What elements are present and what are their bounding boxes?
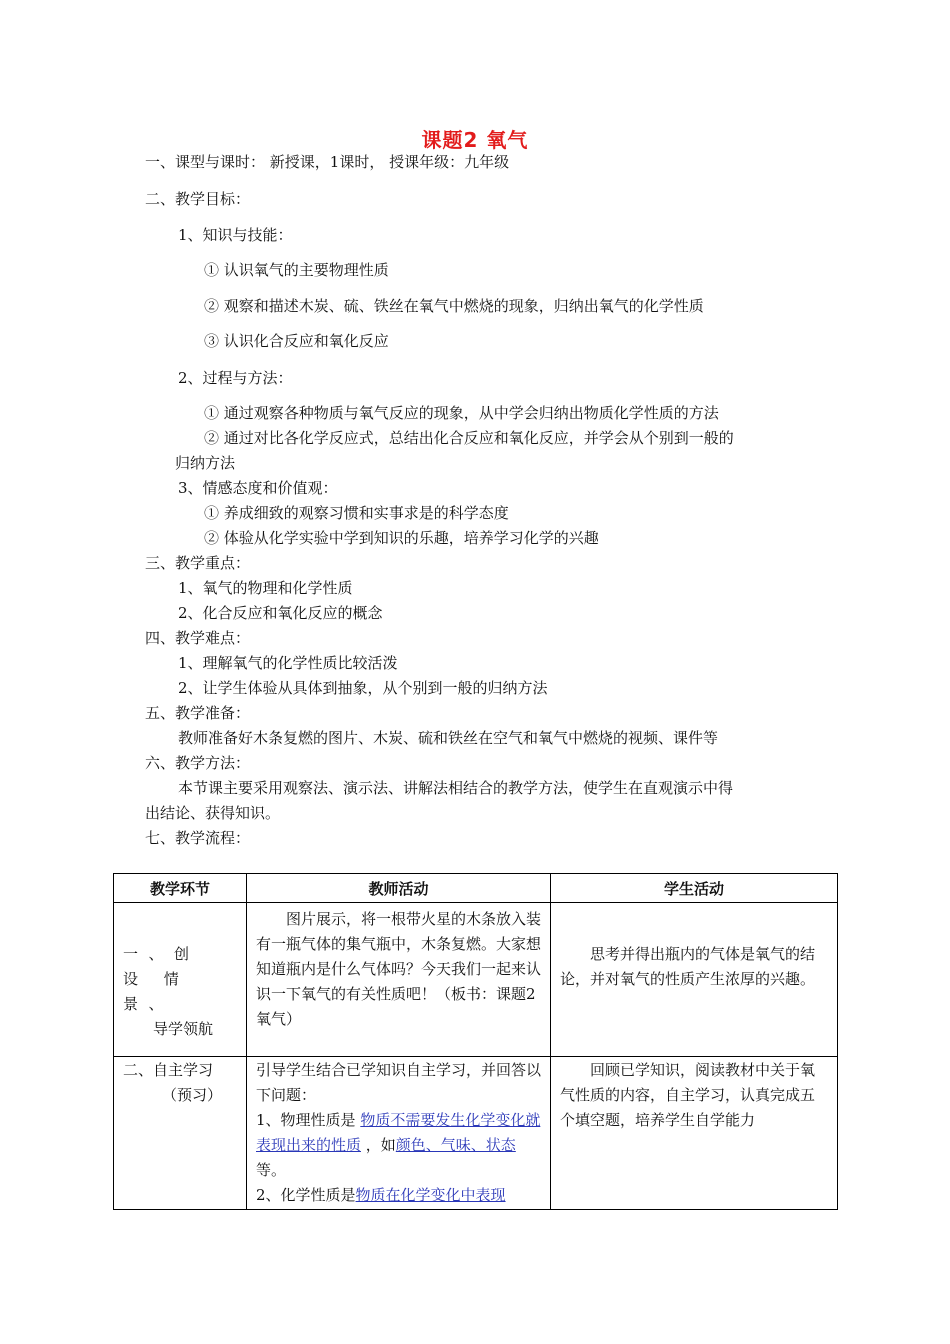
objective-item: ② 观察和描述木炭、硫、铁丝在氧气中燃烧的现象，归纳出氧气的化学性质: [204, 297, 704, 315]
question-text: 2、化学性质是: [256, 1186, 356, 1204]
section-heading-key-points: 三、教学重点：: [145, 554, 251, 572]
stage-subname: 导学领航: [153, 1020, 214, 1038]
header-teacher-activity: 教师活动: [247, 874, 551, 903]
teaching-flow-table: [113, 873, 838, 1210]
question-chemical-property: [256, 1183, 541, 1208]
objective-item: ③ 认识化合反应和氧化反应: [204, 332, 389, 350]
question-physical-property: [256, 1108, 541, 1183]
table-row: [114, 903, 838, 1057]
question-text: 1、物理性质是: [256, 1111, 361, 1129]
section-heading-flow: 七、教学流程：: [145, 829, 251, 847]
student-activity-text: 思考并得出瓶内的气体是氧气的结论，并对氧气的性质产生浓厚的兴趣。: [560, 945, 816, 988]
subheading-attitude: 3、情感态度和价值观：: [178, 479, 338, 497]
header-stage: 教学环节: [114, 874, 247, 903]
student-activity-text: 回顾已学知识，阅读教材中关于氧气性质的内容，自主学习，认真完成五个填空题，培养学生自学能力: [560, 1061, 816, 1129]
objective-item: ② 体验从化学实验中学到知识的乐趣，培养学习化学的兴趣: [204, 529, 599, 547]
question-text: 等。: [256, 1161, 287, 1179]
objective-item-continued: 归纳方法: [175, 454, 236, 472]
subheading-knowledge: 1、知识与技能：: [178, 226, 293, 244]
section-heading-objectives: 二、教学目标：: [145, 190, 251, 208]
answer-blank: 颜色、气味、状态: [395, 1136, 516, 1154]
question-text: ，如: [361, 1136, 396, 1154]
methods-text: 本节课主要采用观察法、演示法、讲解法相结合的教学方法，使学生在直观演示中得: [178, 779, 734, 797]
objective-item: ① 养成细致的观察习惯和实事求是的科学态度: [204, 504, 509, 522]
section-heading-difficulties: 四、教学难点：: [145, 629, 251, 647]
stage-name: 二、自主学习: [123, 1061, 214, 1079]
key-point-item: 2、化合反应和氧化反应的概念: [178, 604, 383, 622]
section-heading-methods: 六、教学方法：: [145, 754, 251, 772]
stage-name: 一、创 设 情景、: [123, 945, 200, 1013]
subheading-process: 2、过程与方法：: [178, 369, 293, 387]
stage-cell: [114, 903, 247, 1057]
teacher-activity-cell: [247, 903, 551, 1057]
objective-item: ② 通过对比各化学反应式，总结出化合反应和氧化反应，并学会从个别到一般的: [204, 429, 734, 447]
header-student-activity: 学生活动: [551, 874, 838, 903]
objective-item: ① 认识氧气的主要物理性质: [204, 261, 389, 279]
difficulty-item: 2、让学生体验从具体到抽象，从个别到一般的归纳方法: [178, 679, 548, 697]
lesson-type-line: 一、课型与课时： 新授课，1课时， 授课年级：九年级: [145, 153, 510, 171]
section-heading-preparation: 五、教学准备：: [145, 704, 251, 722]
stage-cell: [114, 1057, 247, 1210]
preparation-text: 教师准备好木条复燃的图片、木炭、硫和铁丝在空气和氧气中燃烧的视频、课件等: [178, 729, 719, 747]
key-point-item: 1、氧气的物理和化学性质: [178, 579, 353, 597]
page-title: 课题2 氧气: [421, 128, 529, 152]
table-header-row: [114, 874, 838, 903]
difficulty-item: 1、理解氧气的化学性质比较活泼: [178, 654, 398, 672]
objective-item: ① 通过观察各种物质与氧气反应的现象，从中学会归纳出物质化学性质的方法: [204, 404, 719, 422]
student-activity-cell: [551, 1057, 838, 1210]
answer-blank: 物质不需要发生化学变化就表现出来的性质: [256, 1111, 541, 1154]
teacher-activity-text: 图片展示，将一根带火星的木条放入装有一瓶气体的集气瓶中，木条复燃。大家想知道瓶内是什么气体吗？今天我们一起来认识一下氧气的有关性质吧！（板书：课题2 氧气）: [256, 910, 542, 1028]
stage-subname: （预习）: [162, 1086, 223, 1104]
teacher-prompt: 引导学生结合已学知识自主学习，并回答以下问题：: [256, 1061, 542, 1104]
table-row: [114, 1057, 838, 1210]
teacher-activity-cell: [247, 1057, 551, 1210]
student-activity-cell: [551, 903, 838, 1057]
methods-text-continued: 出结论、获得知识。: [145, 804, 281, 822]
answer-blank: 物质在化学变化中表现: [355, 1186, 506, 1204]
